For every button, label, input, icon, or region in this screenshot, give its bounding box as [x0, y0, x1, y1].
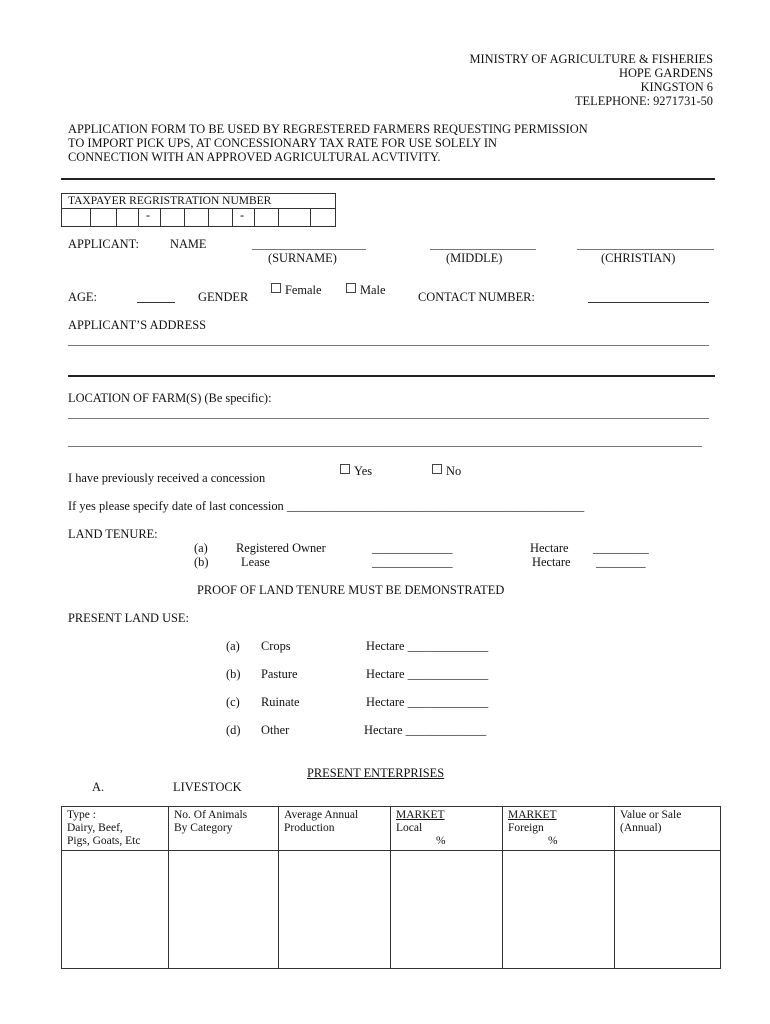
tenure-b-text: Lease	[241, 555, 270, 569]
land-tenure-label: LAND TENURE:	[68, 527, 158, 541]
intro-line-1: APPLICATION FORM TO BE USED BY REGRESTERED FARMERS REQUESTING PERMISSION	[68, 122, 588, 136]
tenure-b-hectare-field[interactable]: ________	[596, 555, 646, 569]
section-letter: A.	[92, 780, 105, 794]
table-cell[interactable]	[391, 851, 503, 969]
header-line: Pigs, Goats, Etc	[67, 835, 141, 847]
concession-question: I have previously received a concession	[68, 471, 266, 485]
table-header-cell	[615, 807, 721, 851]
tenure-a-letter: (a)	[194, 541, 208, 555]
header-line: Foreign	[508, 822, 544, 834]
applicant-label: APPLICANT:	[68, 237, 139, 251]
header-line: Local	[396, 822, 423, 834]
land-use-hectare-field[interactable]: Hectare _____________	[366, 667, 489, 681]
surname-field[interactable]	[252, 249, 366, 250]
land-use-letter: (c)	[226, 695, 240, 709]
header-line: MARKET	[508, 809, 557, 821]
header-line: Dairy, Beef,	[67, 822, 123, 834]
female-option[interactable]	[271, 283, 321, 298]
last-concession-date-field[interactable]: If yes please specify date of last concession ________________________________________________	[68, 499, 585, 513]
male-option[interactable]	[346, 283, 385, 298]
gender-label: GENDER	[198, 290, 249, 304]
middle-name-field[interactable]	[430, 249, 536, 250]
header-line: Value or Sale	[620, 809, 682, 821]
yes-checkbox[interactable]	[340, 464, 350, 474]
livestock-table	[61, 806, 721, 969]
tenure-a-unit: Hectare	[530, 541, 569, 555]
tenure-b-unit: Hectare	[532, 555, 571, 569]
ministry-city: KINGSTON 6	[640, 80, 713, 94]
land-use-letter: (b)	[226, 667, 241, 681]
ministry-name: MINISTRY OF AGRICULTURE & FISHERIES	[469, 52, 713, 66]
land-use-name: Pasture	[261, 667, 298, 681]
trn-dash-1: -	[146, 208, 151, 222]
table-cell[interactable]	[169, 851, 279, 969]
table-header-cell	[279, 807, 391, 851]
table-header-cell	[169, 807, 279, 851]
header-line: MARKET	[396, 809, 445, 821]
header-line: %	[436, 835, 446, 847]
yes-label: Yes	[354, 464, 373, 478]
contact-field[interactable]	[588, 302, 709, 303]
trn-dash-2: -	[240, 208, 245, 222]
table-header-cell	[62, 807, 169, 851]
age-label: AGE:	[68, 290, 97, 304]
header-line: Type :	[67, 809, 96, 821]
concession-no-option[interactable]	[432, 464, 461, 479]
middle-caption: (MIDDLE)	[446, 251, 503, 265]
male-label: Male	[360, 283, 386, 297]
address-label: APPLICANT’S ADDRESS	[68, 318, 207, 332]
land-use-letter: (a)	[226, 639, 240, 653]
header-line: (Annual)	[620, 822, 662, 834]
trn-box	[61, 193, 336, 227]
trn-label: TAXPAYER REGRISTRATION NUMBER	[68, 195, 272, 207]
intro-line-3: CONNECTION WITH AN APPROVED AGRICULTURAL ACVTIVITY.	[68, 150, 441, 164]
land-use-hectare-field[interactable]: Hectare _____________	[366, 639, 489, 653]
land-use-label: PRESENT LAND USE:	[68, 611, 189, 625]
header-line: Production	[284, 822, 335, 834]
header-line: No. Of Animals	[174, 809, 248, 821]
female-label: Female	[285, 283, 322, 297]
header-line: %	[548, 835, 558, 847]
divider	[61, 178, 715, 180]
name-label: NAME	[170, 237, 207, 251]
table-cell[interactable]	[503, 851, 615, 969]
tenure-a-text: Registered Owner	[236, 541, 326, 555]
table-row	[62, 851, 721, 969]
tenure-b-field[interactable]: _____________	[372, 555, 453, 569]
christian-caption: (CHRISTIAN)	[601, 251, 676, 265]
tenure-a-field[interactable]: _____________	[372, 541, 453, 555]
table-cell[interactable]	[62, 851, 169, 969]
farm-location-field-2[interactable]	[68, 446, 702, 447]
table-cell[interactable]	[279, 851, 391, 969]
age-field[interactable]	[137, 302, 175, 303]
intro-line-2: TO IMPORT PICK UPS, AT CONCESSIONARY TAX RATE FOR USE SOLELY IN	[68, 136, 497, 150]
christian-name-field[interactable]	[577, 249, 714, 250]
divider	[68, 375, 715, 377]
trn-digit-cells[interactable]	[62, 208, 335, 226]
tenure-b-letter: (b)	[194, 555, 209, 569]
tenure-a-hectare-field[interactable]: _________	[593, 541, 649, 555]
no-checkbox[interactable]	[432, 464, 442, 474]
header-line: By Category	[174, 822, 233, 834]
female-checkbox[interactable]	[271, 283, 281, 293]
concession-yes-option[interactable]	[340, 464, 372, 479]
contact-label: CONTACT NUMBER:	[418, 290, 535, 304]
land-use-hectare-field[interactable]: Hectare _____________	[366, 695, 489, 709]
address-field[interactable]	[68, 345, 709, 346]
no-label: No	[446, 464, 462, 478]
farm-location-field-1[interactable]	[68, 418, 709, 419]
table-header-cell	[503, 807, 615, 851]
ministry-telephone: TELEPHONE: 9271731-50	[574, 94, 713, 108]
proof-notice: PROOF OF LAND TENURE MUST BE DEMONSTRATED	[197, 583, 505, 597]
header-line: Average Annual	[284, 809, 359, 821]
section-name: LIVESTOCK	[173, 780, 242, 794]
farm-location-label: LOCATION OF FARM(S) (Be specific):	[68, 391, 272, 405]
land-use-name: Crops	[261, 639, 291, 653]
land-use-name: Other	[261, 723, 290, 737]
land-use-letter: (d)	[226, 723, 241, 737]
surname-caption: (SURNAME)	[268, 251, 337, 265]
land-use-name: Ruinate	[261, 695, 300, 709]
male-checkbox[interactable]	[346, 283, 356, 293]
ministry-location: HOPE GARDENS	[619, 66, 713, 80]
enterprises-title: PRESENT ENTERPRISES	[307, 766, 445, 780]
table-cell[interactable]	[615, 851, 721, 969]
table-header-cell	[391, 807, 503, 851]
land-use-hectare-field[interactable]: Hectare _____________	[364, 723, 487, 737]
table-header-row	[62, 807, 721, 851]
